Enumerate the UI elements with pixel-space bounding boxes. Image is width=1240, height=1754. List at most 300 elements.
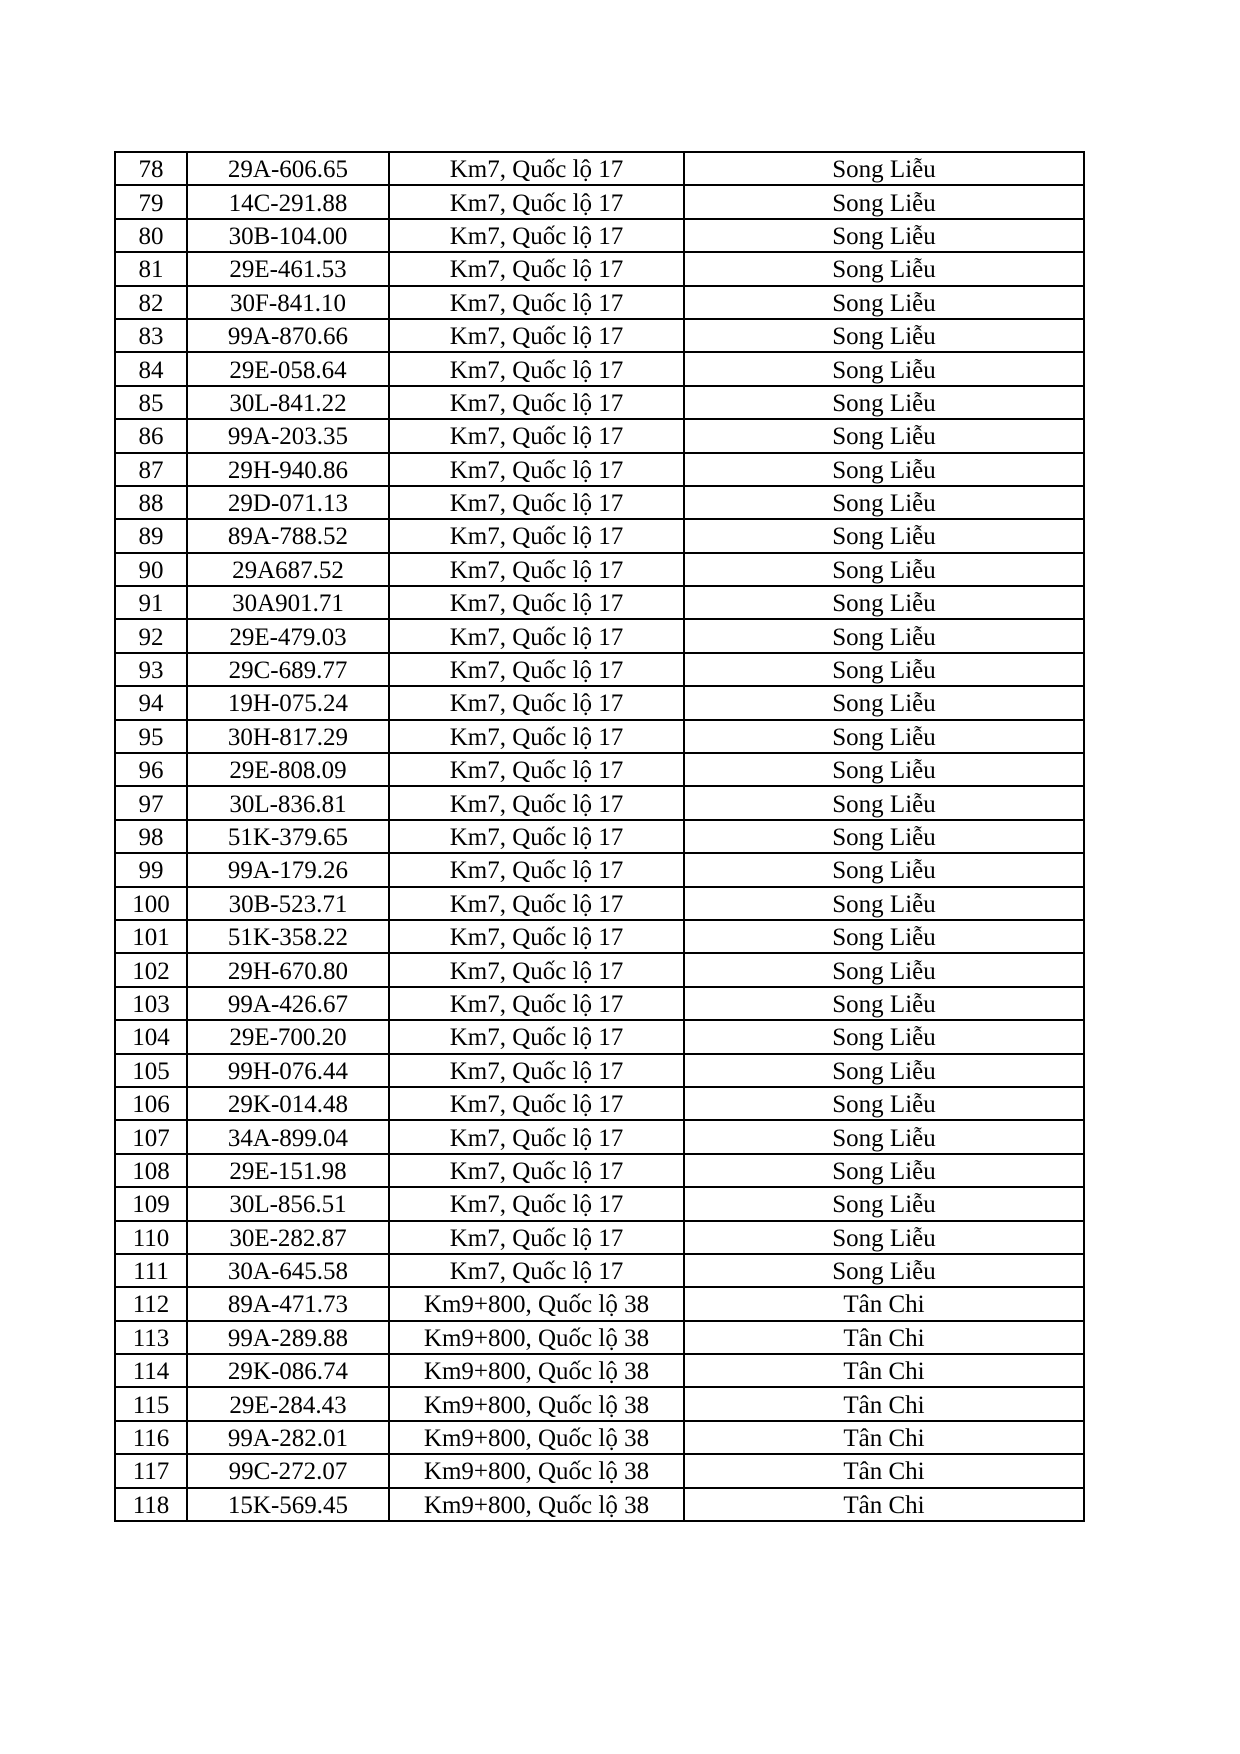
table-row [115,1254,1084,1287]
license-plate-cell [187,519,389,552]
unit-cell-text: Song Liễu [832,924,936,952]
unit-cell-text: Song Liễu [832,1258,936,1286]
location-cell-text: Km7, Quốc lộ 17 [449,924,624,952]
table-row [115,1454,1084,1487]
location-cell-text: Km9+800, Quốc lộ 38 [423,1291,650,1319]
location-cell-text: Km7, Quốc lộ 17 [449,890,624,918]
location-cell [389,1020,684,1053]
row-number-cell-text: 112 [132,1291,170,1319]
row-number-cell [115,1187,187,1220]
table-row [115,1054,1084,1087]
location-cell [389,519,684,552]
unit-cell [684,619,1084,652]
license-plate-cell [187,486,389,519]
license-plate-cell-text: 29A-606.65 [227,156,349,184]
license-plate-cell-text: 29D-071.13 [227,490,349,518]
license-plate-cell [187,252,389,285]
row-number-cell-text: 101 [132,924,170,952]
license-plate-cell [187,286,389,319]
table-row [115,319,1084,352]
row-number-cell [115,519,187,552]
location-cell [389,1454,684,1487]
table-row [115,853,1084,886]
license-plate-cell [187,753,389,786]
unit-cell-text: Song Liễu [832,222,936,250]
unit-cell [684,1187,1084,1220]
license-plate-cell [187,1187,389,1220]
location-cell [389,352,684,385]
row-number-cell [115,1221,187,1254]
license-plate-cell [187,185,389,218]
row-number-cell [115,920,187,953]
license-plate-cell-text: 51K-358.22 [227,924,349,952]
unit-cell [684,920,1084,953]
row-number-cell-text: 116 [132,1425,170,1453]
license-plate-cell [187,1087,389,1120]
row-number-cell [115,486,187,519]
location-cell [389,1221,684,1254]
row-number-cell [115,152,187,185]
row-number-cell [115,1254,187,1287]
license-plate-cell-text: 30E-282.87 [229,1224,347,1252]
unit-cell [684,386,1084,419]
table-row [115,920,1084,953]
location-cell-text: Km7, Quốc lộ 17 [449,824,624,851]
unit-cell-text: Song Liễu [832,556,936,584]
location-cell-text: Km7, Quốc lộ 17 [449,356,624,384]
unit-cell [684,1020,1084,1053]
unit-cell-text: Song Liễu [832,356,936,384]
unit-cell-text: Song Liễu [832,857,936,885]
location-cell-text: Km7, Quốc lộ 17 [449,256,624,284]
unit-cell-text: Song Liễu [832,423,936,451]
license-plate-cell-text: 30A-645.58 [227,1258,349,1286]
license-plate-cell-text: 29E-808.09 [229,757,347,785]
location-cell [389,820,684,853]
unit-cell [684,1454,1084,1487]
unit-cell-text: Song Liễu [832,824,936,851]
license-plate-cell [187,887,389,920]
row-number-cell-text: 81 [138,256,164,284]
row-number-cell-text: 93 [138,657,164,685]
unit-cell-text: Song Liễu [832,389,936,417]
location-cell [389,1354,684,1387]
row-number-cell-text: 82 [138,289,164,317]
license-plate-cell [187,1488,389,1521]
row-number-cell [115,1387,187,1420]
unit-cell [684,219,1084,252]
unit-cell [684,953,1084,986]
license-plate-cell-text: 15K-569.45 [227,1491,349,1519]
table-row [115,720,1084,753]
row-number-cell-text: 78 [138,156,164,184]
unit-cell [684,319,1084,352]
location-cell [389,419,684,452]
license-plate-cell-text: 30B-104.00 [228,222,348,250]
unit-cell [684,152,1084,185]
row-number-cell [115,252,187,285]
unit-cell-text: Song Liễu [832,323,936,351]
row-number-cell [115,653,187,686]
row-number-cell-text: 97 [138,790,164,818]
license-plate-cell [187,1054,389,1087]
license-plate-cell [187,1120,389,1153]
unit-cell-text: Song Liễu [832,189,936,217]
location-cell [389,720,684,753]
location-cell-text: Km7, Quốc lộ 17 [449,456,624,484]
unit-cell-text: Tân Chi [843,1425,925,1453]
location-cell [389,619,684,652]
license-plate-cell-text: 29H-670.80 [227,957,349,985]
location-cell-text: Km7, Quốc lộ 17 [449,690,624,718]
unit-cell-text: Tân Chi [843,1358,925,1386]
unit-cell [684,1321,1084,1354]
location-cell [389,1187,684,1220]
table-row [115,219,1084,252]
location-cell [389,887,684,920]
license-plate-cell-text: 89A-471.73 [227,1291,349,1319]
license-plate-cell-text: 29C-689.77 [228,657,348,685]
location-cell-text: Km7, Quốc lộ 17 [449,590,624,618]
row-number-cell [115,319,187,352]
unit-cell-text: Song Liễu [832,1157,936,1185]
row-number-cell-text: 100 [132,890,170,918]
license-plate-cell [187,1154,389,1187]
row-number-cell [115,1054,187,1087]
unit-cell [684,853,1084,886]
row-number-cell [115,1488,187,1521]
row-number-cell-text: 99 [138,857,164,885]
unit-cell [684,586,1084,619]
unit-cell [684,519,1084,552]
license-plate-cell [187,1421,389,1454]
unit-cell [684,419,1084,452]
unit-cell [684,1154,1084,1187]
license-plate-cell-text: 30A901.71 [232,590,344,618]
unit-cell [684,1254,1084,1287]
row-number-cell-text: 118 [132,1491,170,1519]
location-cell [389,653,684,686]
location-cell [389,386,684,419]
location-cell [389,486,684,519]
unit-cell-text: Song Liễu [832,523,936,551]
table-row [115,653,1084,686]
row-number-cell-text: 104 [132,1024,170,1052]
location-cell-text: Km7, Quốc lộ 17 [449,490,624,518]
unit-cell [684,1054,1084,1087]
table-row [115,887,1084,920]
location-cell-text: Km7, Quốc lộ 17 [449,389,624,417]
location-cell-text: Km9+800, Quốc lộ 38 [423,1425,650,1453]
unit-cell-text: Tân Chi [843,1291,925,1319]
table-row [115,252,1084,285]
unit-cell [684,820,1084,853]
row-number-cell-text: 102 [132,957,170,985]
row-number-cell-text: 98 [138,824,164,851]
location-cell [389,953,684,986]
row-number-cell [115,352,187,385]
unit-cell-text: Song Liễu [832,256,936,284]
location-cell-text: Km7, Quốc lộ 17 [449,657,624,685]
row-number-cell [115,1020,187,1053]
location-cell-text: Km7, Quốc lộ 17 [449,1191,624,1219]
table-row [115,753,1084,786]
location-cell-text: Km7, Quốc lộ 17 [449,1224,624,1252]
license-plate-cell [187,820,389,853]
license-plate-cell-text: 99A-203.35 [227,423,349,451]
license-plate-cell-text: 29A687.52 [232,556,344,584]
location-cell [389,1488,684,1521]
unit-cell-text: Song Liễu [832,1224,936,1252]
location-cell [389,586,684,619]
table-row [115,1387,1084,1420]
location-cell-text: Km7, Quốc lộ 17 [449,1024,624,1052]
table-row [115,152,1084,185]
location-cell-text: Km7, Quốc lộ 17 [449,1057,624,1085]
license-plate-cell [187,653,389,686]
location-cell-text: Km9+800, Quốc lộ 38 [423,1324,650,1352]
row-number-cell [115,753,187,786]
row-number-cell [115,185,187,218]
unit-cell-text: Tân Chi [843,1458,925,1486]
row-number-cell-text: 88 [138,490,164,518]
row-number-cell [115,619,187,652]
license-plate-cell-text: 14C-291.88 [228,189,348,217]
table-row [115,1154,1084,1187]
location-cell [389,219,684,252]
license-plate-cell-text: 99A-426.67 [227,990,349,1018]
unit-cell-text: Song Liễu [832,790,936,818]
unit-cell-text: Song Liễu [832,1124,936,1152]
unit-cell [684,553,1084,586]
location-cell-text: Km7, Quốc lộ 17 [449,523,624,551]
row-number-cell [115,386,187,419]
location-cell-text: Km7, Quốc lộ 17 [449,957,624,985]
row-number-cell [115,786,187,819]
row-number-cell [115,1454,187,1487]
unit-cell-text: Song Liễu [832,723,936,751]
table-row [115,519,1084,552]
location-cell [389,1387,684,1420]
license-plate-cell [187,686,389,719]
row-number-cell-text: 115 [132,1391,170,1419]
unit-cell [684,1354,1084,1387]
location-cell-text: Km7, Quốc lộ 17 [449,289,624,317]
location-cell [389,319,684,352]
license-plate-cell [187,453,389,486]
unit-cell [684,1421,1084,1454]
unit-cell [684,720,1084,753]
unit-cell [684,1287,1084,1320]
license-plate-cell-text: 99A-179.26 [227,857,349,885]
license-plate-cell-text: 30H-817.29 [227,723,349,751]
unit-cell [684,252,1084,285]
unit-cell-text: Song Liễu [832,1091,936,1119]
unit-cell-text: Tân Chi [843,1491,925,1519]
location-cell-text: Km7, Quốc lộ 17 [449,990,624,1018]
license-plate-cell [187,319,389,352]
location-cell [389,786,684,819]
location-cell-text: Km7, Quốc lộ 17 [449,189,624,217]
license-plate-cell [187,386,389,419]
row-number-cell [115,219,187,252]
row-number-cell-text: 85 [138,389,164,417]
license-plate-cell [187,419,389,452]
unit-cell-text: Song Liễu [832,690,936,718]
unit-cell [684,653,1084,686]
row-number-cell-text: 117 [132,1458,170,1486]
license-plate-cell-text: 30F-841.10 [230,289,346,317]
row-number-cell-text: 95 [138,723,164,751]
location-cell [389,185,684,218]
license-plate-cell-text: 29K-014.48 [227,1091,349,1119]
unit-cell-text: Tân Chi [843,1391,925,1419]
license-plate-cell [187,853,389,886]
location-cell [389,853,684,886]
unit-cell-text: Song Liễu [832,289,936,317]
unit-cell-text: Song Liễu [832,957,936,985]
unit-cell-text: Song Liễu [832,890,936,918]
row-number-cell [115,1287,187,1320]
license-plate-cell [187,1354,389,1387]
table-row [115,586,1084,619]
license-plate-cell [187,987,389,1020]
license-plate-cell [187,786,389,819]
location-cell-text: Km7, Quốc lộ 17 [449,423,624,451]
table-row [115,352,1084,385]
unit-cell [684,1488,1084,1521]
row-number-cell [115,1321,187,1354]
location-cell-text: Km7, Quốc lộ 17 [449,757,624,785]
table-row [115,953,1084,986]
location-cell [389,1054,684,1087]
location-cell-text: Km7, Quốc lộ 17 [449,1124,624,1152]
license-plate-cell [187,1287,389,1320]
location-cell [389,1321,684,1354]
license-plate-cell-text: 29K-086.74 [227,1358,349,1386]
license-plate-cell [187,553,389,586]
row-number-cell [115,553,187,586]
row-number-cell-text: 106 [132,1091,170,1119]
row-number-cell [115,453,187,486]
location-cell-text: Km9+800, Quốc lộ 38 [423,1491,650,1519]
license-plate-cell-text: 29E-700.20 [229,1024,347,1052]
location-cell [389,1154,684,1187]
location-cell [389,1421,684,1454]
unit-cell-text: Song Liễu [832,990,936,1018]
license-plate-cell [187,1321,389,1354]
violations-table [114,151,1085,1522]
row-number-cell-text: 96 [138,757,164,785]
unit-cell [684,887,1084,920]
unit-cell [684,1087,1084,1120]
unit-cell [684,686,1084,719]
license-plate-cell-text: 19H-075.24 [227,690,349,718]
table-row [115,1020,1084,1053]
row-number-cell-text: 94 [138,690,164,718]
license-plate-cell-text: 99H-076.44 [227,1057,349,1085]
unit-cell [684,486,1084,519]
license-plate-cell-text: 30L-856.51 [229,1191,347,1219]
license-plate-cell [187,1387,389,1420]
location-cell-text: Km7, Quốc lộ 17 [449,723,624,751]
unit-cell-text: Song Liễu [832,590,936,618]
row-number-cell [115,887,187,920]
unit-cell-text: Song Liễu [832,490,936,518]
license-plate-cell [187,219,389,252]
table-row [115,486,1084,519]
license-plate-cell [187,720,389,753]
location-cell [389,553,684,586]
row-number-cell-text: 80 [138,222,164,250]
unit-cell [684,453,1084,486]
location-cell-text: Km9+800, Quốc lộ 38 [423,1458,650,1486]
table-row [115,1120,1084,1153]
table-row [115,1187,1084,1220]
license-plate-cell-text: 30L-836.81 [229,790,347,818]
row-number-cell [115,720,187,753]
row-number-cell-text: 114 [132,1358,170,1386]
row-number-cell-text: 89 [138,523,164,551]
license-plate-cell-text: 99A-289.88 [227,1324,349,1352]
table-row [115,286,1084,319]
location-cell [389,686,684,719]
row-number-cell [115,1120,187,1153]
license-plate-cell [187,953,389,986]
table-row [115,553,1084,586]
location-cell-text: Km9+800, Quốc lộ 38 [423,1391,650,1419]
row-number-cell-text: 84 [138,356,164,384]
row-number-cell-text: 105 [132,1057,170,1085]
license-plate-cell-text: 34A-899.04 [227,1124,349,1152]
unit-cell-text: Song Liễu [832,1057,936,1085]
unit-cell [684,1387,1084,1420]
license-plate-cell [187,1221,389,1254]
license-plate-cell-text: 29E-284.43 [229,1391,347,1419]
row-number-cell-text: 103 [132,990,170,1018]
location-cell [389,1254,684,1287]
table-row [115,686,1084,719]
location-cell [389,1120,684,1153]
license-plate-cell [187,1454,389,1487]
unit-cell [684,987,1084,1020]
row-number-cell-text: 87 [138,456,164,484]
row-number-cell-text: 111 [133,1258,169,1286]
location-cell [389,1087,684,1120]
location-cell-text: Km7, Quốc lộ 17 [449,556,624,584]
location-cell [389,987,684,1020]
location-cell [389,252,684,285]
unit-cell-text: Song Liễu [832,456,936,484]
unit-cell-text: Tân Chi [843,1324,925,1352]
table-body [115,152,1084,1521]
table-row [115,453,1084,486]
license-plate-cell [187,619,389,652]
unit-cell [684,286,1084,319]
license-plate-cell-text: 29H-940.86 [227,456,349,484]
location-cell [389,453,684,486]
license-plate-cell [187,920,389,953]
table-row [115,1287,1084,1320]
table-row [115,1221,1084,1254]
row-number-cell-text: 90 [138,556,164,584]
unit-cell-text: Song Liễu [832,156,936,184]
license-plate-cell-text: 30B-523.71 [228,890,348,918]
location-cell-text: Km7, Quốc lộ 17 [449,1157,624,1185]
table-row [115,987,1084,1020]
license-plate-cell-text: 89A-788.52 [227,523,349,551]
table-row [115,1321,1084,1354]
